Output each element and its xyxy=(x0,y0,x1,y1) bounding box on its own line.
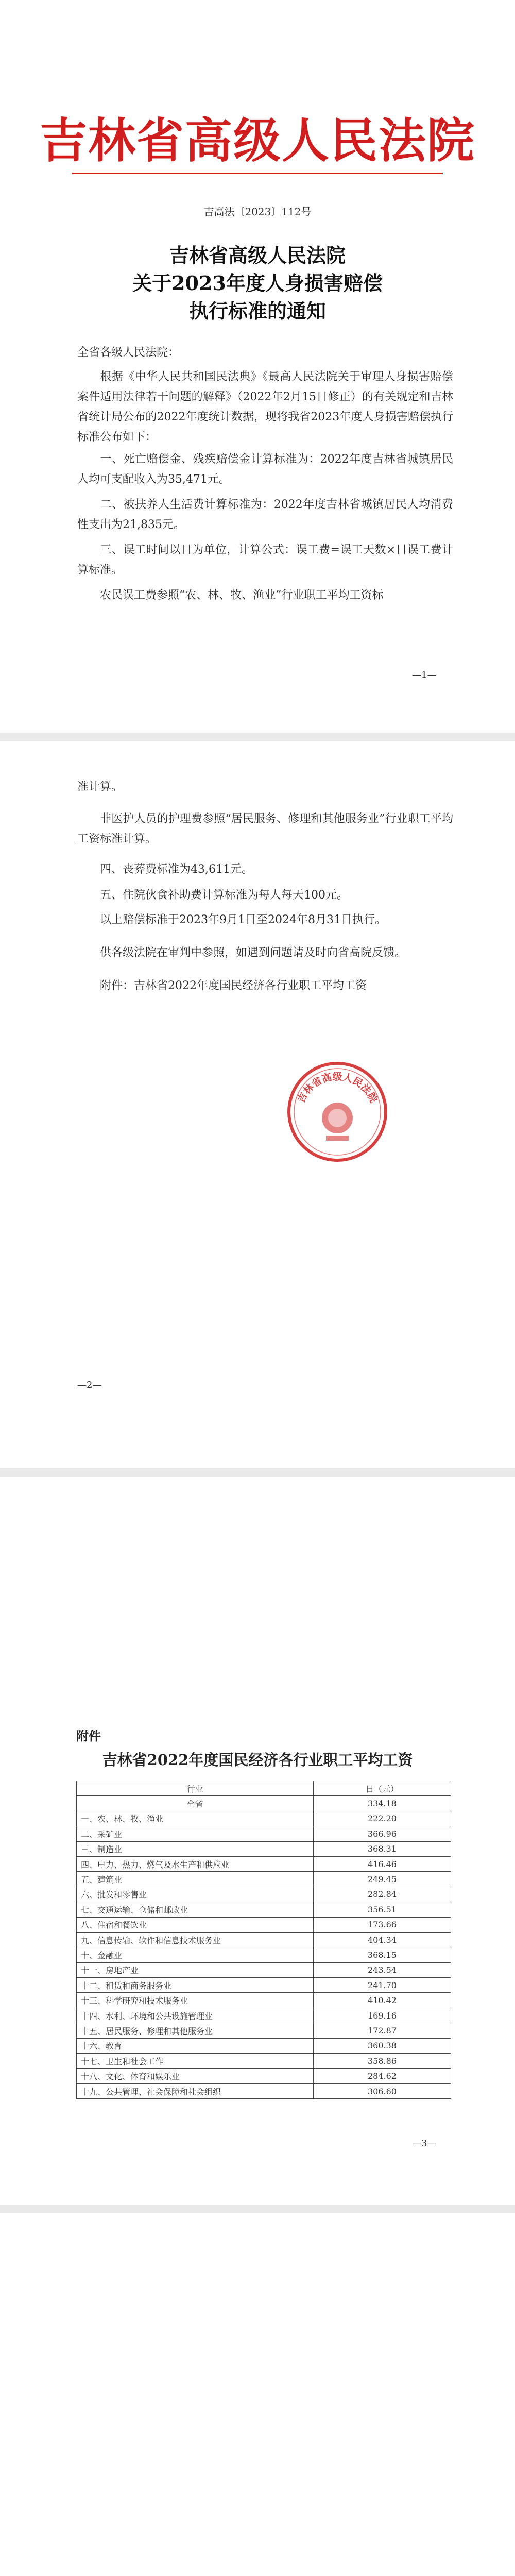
table-row xyxy=(77,1917,451,1932)
feedback-line xyxy=(77,943,453,963)
industry-cell: 全省 xyxy=(77,1796,314,1811)
table-row xyxy=(77,1962,451,1977)
daily-wage-cell: 360.38 xyxy=(314,2038,451,2053)
column-header-industry: 行业 xyxy=(77,1781,314,1796)
doc-title-line1: 吉林省高级人民法院 xyxy=(169,244,346,267)
table-row xyxy=(77,2008,451,2023)
effective-dates xyxy=(77,910,453,930)
table-row xyxy=(77,1872,451,1887)
annex-label: 附件 xyxy=(76,1729,101,1743)
addressee: 全省各级人民法院： xyxy=(77,346,180,359)
page-number-3: —3— xyxy=(412,2138,437,2149)
industry-cell: 一、农、林、牧、渔业 xyxy=(77,1811,314,1826)
table-row xyxy=(77,1932,451,1947)
table-row xyxy=(77,1978,451,1993)
wage-table xyxy=(76,1781,451,2099)
daily-wage-cell: 410.42 xyxy=(314,1993,451,2008)
page-1 xyxy=(0,0,515,733)
seal-text: 吉林省高级人民法院 xyxy=(295,1071,380,1105)
doc-number: 吉高法〔2023〕112号 xyxy=(203,206,312,218)
court-seal-icon xyxy=(286,1060,389,1163)
table-row xyxy=(77,1826,451,1841)
table-header-row xyxy=(77,1781,451,1796)
daily-wage-cell: 172.87 xyxy=(314,2023,451,2038)
industry-cell: 十、金融业 xyxy=(77,1947,314,1962)
feedback-text: 供各级法院在审判中参照，如遇到问题请及时向省高院反馈。 xyxy=(100,946,406,959)
item-1 xyxy=(77,449,453,489)
daily-wage-cell: 368.31 xyxy=(314,1841,451,1856)
daily-wage-cell: 334.18 xyxy=(314,1796,451,1811)
daily-wage-cell: 222.20 xyxy=(314,1811,451,1826)
table-row xyxy=(77,2023,451,2038)
table-row-total xyxy=(77,1796,451,1811)
red-divider xyxy=(72,173,443,174)
page-separator xyxy=(0,733,515,741)
page-separator xyxy=(0,2205,515,2213)
svg-text:吉林省高级人民法院 xyxy=(295,1071,380,1105)
item-4 xyxy=(77,859,453,879)
daily-wage-cell: 306.60 xyxy=(314,2083,451,2098)
doc-title-line3: 执行标准的通知 xyxy=(188,299,326,323)
daily-wage-cell: 282.84 xyxy=(314,1887,451,1902)
industry-cell: 十五、居民服务、修理和其他服务业 xyxy=(77,2023,314,2038)
item-3b xyxy=(77,585,453,605)
table-row xyxy=(77,1993,451,2008)
nursing-paragraph xyxy=(77,809,453,849)
effective-text: 以上赔偿标准于2023年9月1日至2024年8月31日执行。 xyxy=(100,913,386,926)
intro-paragraph xyxy=(77,367,453,447)
industry-cell: 七、交通运输、仓储和邮政业 xyxy=(77,1902,314,1917)
intro-text: 根据《中华人民共和国民法典》《最高人民法院关于审理人身损害赔偿案件适用法律若干问题的解释》（2022年2月15日修正）的有关规定和吉林省统计局公布的2022年度统计数据，现将我省2023年度人身损害赔偿执行标准公布如下： xyxy=(77,370,453,444)
industry-cell: 六、批发和零售业 xyxy=(77,1887,314,1902)
item-2-text: 二、被扶养人生活费计算标准为：2022年度吉林省城镇居民人均消费性支出为21,835元。 xyxy=(77,498,453,531)
item-3b-text: 农民误工费参照“农、林、牧、渔业”行业职工平均工资标 xyxy=(100,589,384,602)
industry-cell: 五、建筑业 xyxy=(77,1872,314,1887)
item-3-text: 三、误工时间以日为单位，计算公式：误工费=误工天数×日误工费计算标准。 xyxy=(77,544,453,577)
table-row xyxy=(77,2083,451,2098)
page-separator xyxy=(0,1468,515,1477)
page-2 xyxy=(0,741,515,1468)
page-number-1: —1— xyxy=(412,670,437,681)
attachment-text: 附件：吉林省2022年度国民经济各行业职工平均工资 xyxy=(100,979,367,992)
table-row xyxy=(77,1811,451,1826)
daily-wage-cell: 241.70 xyxy=(314,1978,451,1993)
item-2 xyxy=(77,495,453,535)
industry-cell: 十四、水利、环境和公共设施管理业 xyxy=(77,2008,314,2023)
item-1-text: 一、死亡赔偿金、残疾赔偿金计算标准为：2022年度吉林省城镇居民人均可支配收入为35,471元。 xyxy=(77,453,453,486)
doc-title-line2: 关于2023年度人身损害赔偿 xyxy=(132,272,383,295)
industry-cell: 十七、卫生和社会工作 xyxy=(77,2054,314,2069)
table-row xyxy=(77,1947,451,1962)
nursing-text: 非医护人员的护理费参照“居民服务、修理和其他服务业”行业职工平均工资标准计算。 xyxy=(77,812,453,845)
table-row xyxy=(77,2069,451,2083)
industry-cell: 三、制造业 xyxy=(77,1841,314,1856)
industry-cell: 十三、科学研究和技术服务业 xyxy=(77,1993,314,2008)
industry-cell: 十一、房地产业 xyxy=(77,1962,314,1977)
daily-wage-cell: 243.54 xyxy=(314,1962,451,1977)
item-3 xyxy=(77,540,453,580)
daily-wage-cell: 249.45 xyxy=(314,1872,451,1887)
daily-wage-cell: 404.34 xyxy=(314,1932,451,1947)
table-row xyxy=(77,1856,451,1871)
page-4 xyxy=(0,2213,515,2576)
table-row xyxy=(77,1841,451,1856)
table-row xyxy=(77,1902,451,1917)
daily-wage-cell: 284.62 xyxy=(314,2069,451,2083)
item-4-text: 四、丧葬费标准为43,611元。 xyxy=(100,863,253,876)
item-5-text: 五、住院伙食补助费计算标准为每人每天100元。 xyxy=(100,889,348,902)
daily-wage-cell: 169.16 xyxy=(314,2008,451,2023)
industry-cell: 十六、教育 xyxy=(77,2038,314,2053)
daily-wage-cell: 173.66 xyxy=(314,1917,451,1932)
daily-wage-cell: 416.46 xyxy=(314,1856,451,1871)
daily-wage-cell: 358.86 xyxy=(314,2054,451,2069)
court-header: 吉林省高级人民法院 xyxy=(39,113,475,168)
industry-cell: 十九、公共管理、社会保障和社会组织 xyxy=(77,2083,314,2098)
attachment-line xyxy=(77,976,453,996)
page-number-2: —2— xyxy=(77,1380,102,1391)
table-row xyxy=(77,2054,451,2069)
table-row xyxy=(77,1887,451,1902)
annex-table-title: 吉林省2022年度国民经济各行业职工平均工资 xyxy=(102,1751,413,1769)
daily-wage-cell: 366.96 xyxy=(314,1826,451,1841)
continued-text: 准计算。 xyxy=(77,781,123,793)
industry-cell: 二、采矿业 xyxy=(77,1826,314,1841)
item-5 xyxy=(77,885,453,905)
daily-wage-cell: 368.15 xyxy=(314,1947,451,1962)
industry-cell: 十二、租赁和商务服务业 xyxy=(77,1978,314,1993)
industry-cell: 十八、文化、体育和娱乐业 xyxy=(77,2069,314,2083)
industry-cell: 四、电力、热力、燃气及水生产和供应业 xyxy=(77,1856,314,1871)
table-row xyxy=(77,2038,451,2053)
daily-wage-cell: 356.51 xyxy=(314,1902,451,1917)
column-header-daily-wage: 日（元） xyxy=(314,1781,451,1796)
industry-cell: 九、信息传输、软件和信息技术服务业 xyxy=(77,1932,314,1947)
industry-cell: 八、住宿和餐饮业 xyxy=(77,1917,314,1932)
